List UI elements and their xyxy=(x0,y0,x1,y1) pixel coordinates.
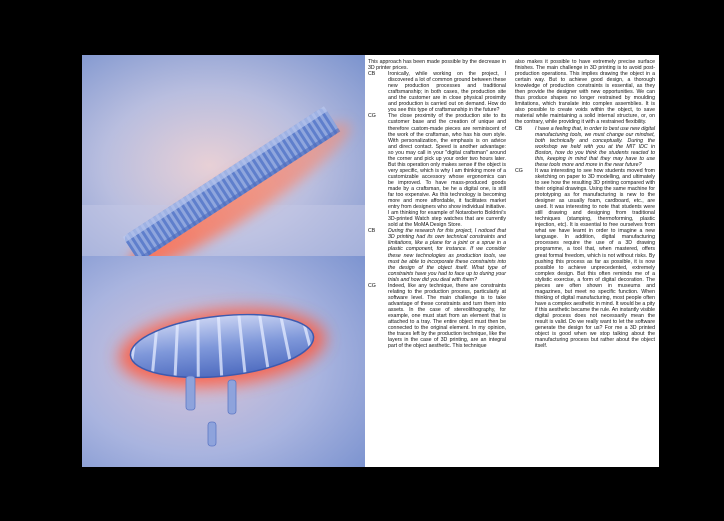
interview-entry xyxy=(368,228,506,282)
entry-text: It was interesting to see how students moved from sketching on paper to 3D modelling, and ultimately to see how the resulting 3D printing compared with their original drawings. Using the same machine for prototyping as for manufacturing is new to the designer as usually foam, cardboard, etc., are used. It was interesting to note that students were still drawing and designing from traditional techniques (stamping, thermoforming, plastic injection, etc). It is essential to free ourselves from what we have learnt in order to imagine a new language. In addition, digital manufacturing processes require the use of a 3D drawing programme, a tool that, when mastered, offers great formal freedom, which is not without risks. By pushing this process as far as possible, it is now possible to achieve unprecedented, extremely complex design. But this often reminds me of a stylistic exercise, a form of digital decoration. The pieces are often shown in museums and magazines, but meet no specific function. When thinking of digital manufacturing, most people often have a complex aesthetic in mind. It would be a pity if this aesthetic became the rule. An instantly visible digital process does not necessarily mean the result is valid. Do we really want to let the software generate the design for us? For me a 3D printed object is good when we stop talking about the manufacturing process but rather about the object itself. xyxy=(535,167,655,350)
interview-entry xyxy=(515,168,655,349)
speaker-initials: CB xyxy=(368,228,376,235)
text-column-right xyxy=(515,59,655,349)
entry-text: During the research for this project, I noticed that 3D printing had its own technical constraints and limitations, like a plane for a joint or a sprue in a plastic component, for instance. If we consider these new technologies as production tools, we must be able to incorporate these constraints into the design of the object itself. What type of constraints have you had to face up to during your trials and how did you deal with them? xyxy=(388,228,506,283)
entry-text: Ironically, while working on the project, I discovered a lot of common ground between these new production processes and traditional craftsmanship; in both cases, the production site and the customer are in close physical proximity and production is carried out on demand. How do you see this type of craftsmanship in the future? xyxy=(388,71,506,114)
interview-entry xyxy=(515,126,655,168)
speaker-initials: CB xyxy=(515,125,523,132)
interview-entry xyxy=(368,283,506,350)
speaker-initials: CG xyxy=(368,113,376,120)
paragraph: also makes it possible to have extremely precise surface finishes. The main challenge in 3D printing is to avoid post-production operations. This implies drawing the object in a certain way. But to achieve good design, a thorough knowledge of production constraints is essential, as they then provide the designer with new opportunities. We can thus produce shapes no longer restrained by moulding limitations, which translate into complex assemblies. It is also possible to create voids within the object, to save material while maintaining a solid internal structure, or, on the contrary, while providing it with a restrained flexibility. xyxy=(515,59,655,126)
magazine-spread xyxy=(82,55,659,467)
paragraph: This approach has been made possible by the decrease in 3D printer prices. xyxy=(368,59,506,72)
photo-ribbed-bar xyxy=(82,55,365,256)
interview-entry xyxy=(368,71,506,113)
entry-text: The close proximity of the production site to its customer base and the creation of unique and therefore custom-made pieces are reminiscent of the work of the craftsman, who has his own style. With personalization, the emphasis is on advice and direct contact. Speed is another advantage: so you may call in your "digital craftsman" around the corner and pick up your order two hours later. But this operation only makes sense if the object is very specific, which is why I am thinking more of a customizable accessory whose ergonomics can be improved. To have mass-produced goods made by a craftsman, be he a digital one, is still far too expensive. As this technology is becoming more and more affordable, it facilitates market entry from designers who show individual initiative. I am thinking for example of Notaroberto Boldrini's 3D-printed Watch step watches that are currently sold at the MoMA Design Store. xyxy=(388,113,506,229)
entry-text: Indeed, like any technique, there are constraints relating to the production process, particularly at software level. The main challenge is to take advantage of these constraints and turn them into assets. In the case of stereolithography, for example, one must start from an element that is attached to a tray. The entire object must then be connected to the original element. In my opinion, the traces left by the production technique, like the layers in the case of 3D printing, are an integral part of the object aesthetic. This technique xyxy=(388,282,506,350)
interview-entry xyxy=(368,113,506,228)
speaker-initials: CG xyxy=(368,282,376,289)
photo-shell-object xyxy=(82,256,365,467)
entry-text: I have a feeling that, in order to best use new digital manufacturing tools, we must change our mindset, both technically and conceptually. During the workshop we held with you at the MIT IDC in Boston, how do you think the students reacted to this, keeping in mind that they may have to use these tools more and more in the near future? xyxy=(535,125,655,168)
speaker-initials: CG xyxy=(515,167,523,174)
text-column-left xyxy=(368,59,506,349)
article-text-page xyxy=(365,55,659,467)
speaker-initials: CB xyxy=(368,71,376,78)
